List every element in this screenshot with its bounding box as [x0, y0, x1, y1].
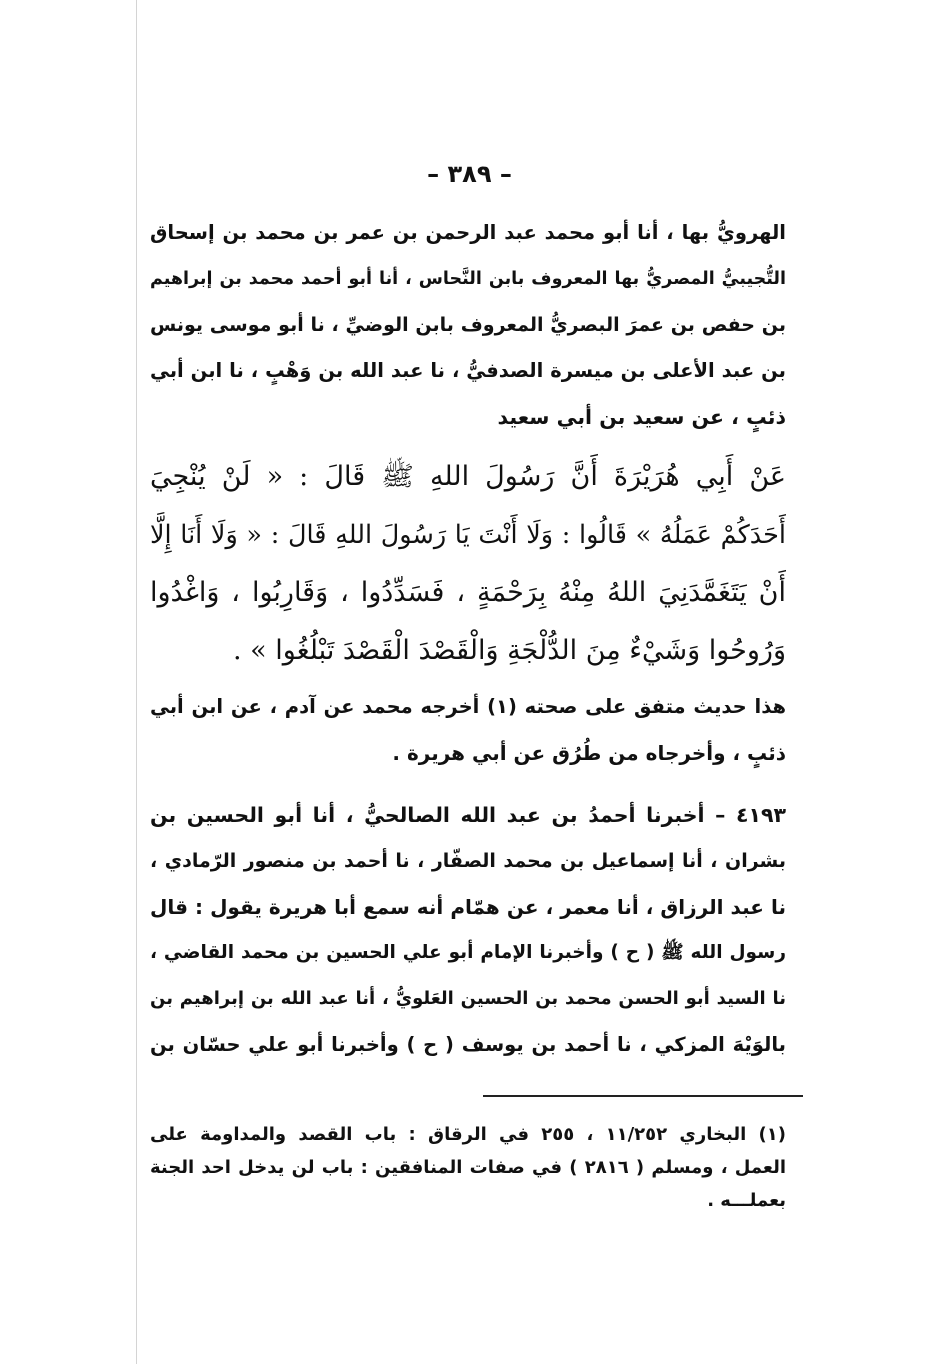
- hadith-line: أَنْ يَتَغَمَّدَنِيَ اللهُ مِنْهُ بِرَحْمَةٍ ، فَسَدِّدُوا ، وَقَارِبُوا ، وَاغْدُوا: [150, 577, 786, 608]
- footnote-line: بعملـــه .: [707, 1190, 786, 1211]
- hadith-text: [150, 448, 786, 680]
- text-line: بن عبد الأعلى بن ميسرة الصدفيُّ ، نا عبد الله بن وَهْبٍ ، نا ابن أبي: [150, 359, 786, 382]
- text-line: رسول الله ﷺ ( ح ) وأخبرنا الإمام أبو علي الحسين بن محمد القاضي ،: [150, 942, 786, 963]
- footnote-line: (١) البخاري ١١/٢٥٢ ، ٢٥٥ في الرقاق : باب القصد والمداومة على: [150, 1124, 786, 1145]
- text-line: بن حفص بن عمرَ البصريُّ المعروف بابن الوضيِّ ، نا أبو موسى يونس: [150, 314, 786, 336]
- text-line: التُّجيبيُّ المصريُّ بها المعروف بابن النَّحاس ، أنا أبو أحمد محمد بن إبراهيم: [150, 269, 786, 289]
- text-line: ٤١٩٣ – أخبرنا أحمدُ بن عبد الله الصالحيُّ ، أنا أبو الحسين بن: [150, 803, 786, 827]
- footnote: [150, 1118, 786, 1217]
- hadith-line: عَنْ أَبِي هُرَيْرَةَ أَنَّ رَسُولَ اللهِ ﷺ قَالَ : « لَنْ يُنْجِيَ: [150, 461, 786, 492]
- text-line: ذئبٍ ، عن سعيد بن أبي سعيد: [497, 405, 786, 429]
- text-line: نا عبد الرزاق ، أنا معمر ، عن همّام أنه سمع أبا هريرة يقول : قال: [150, 895, 786, 919]
- text-line: هذا حديث متفق على صحته (١) أخرجه محمد عن آدم ، عن ابن أبي: [150, 695, 786, 718]
- page-gutter-line: [136, 0, 137, 1364]
- text-line: الهرويُّ بها ، أنا أبو محمد عبد الرحمن بن عمر بن محمد بن إسحاق: [150, 221, 786, 244]
- footnote-separator: [483, 1095, 803, 1097]
- footnote-line: العمل ، ومسلم ( ٢٨١٦ ) في صفات المنافقين : باب لن يدخل احد الجنة: [150, 1157, 786, 1178]
- hadith-line: وَرُوحُوا وَشَيْءٌ مِنَ الدُّلْجَةِ وَالْقَصْدَ الْقَصْدَ تَبْلُغُوا » .: [233, 635, 786, 666]
- commentary-paragraph: [150, 684, 786, 776]
- text-line: ذئبٍ ، وأخرجاه من طُرُق عن أبي هريرة .: [392, 741, 786, 765]
- text-line: بشران ، أنا إسماعيل بن محمد الصفّار ، نا أحمد بن منصور الرّمادي ،: [150, 850, 786, 872]
- text-line: بالوَيْهَ المزكي ، نا أحمد بن يوسف ( ح ) وأخبرنا أبو علي حسّان بن: [150, 1033, 786, 1056]
- hadith-line: أَحَدَكُمْ عَمَلُهُ » قَالُوا : وَلَا أَنْتَ يَا رَسُولَ اللهِ قَالَ : « وَلَا أَنَا إِلَّا: [150, 520, 786, 550]
- page-number: – ٣٨٩ –: [427, 160, 512, 188]
- isnad-paragraph-4193: [150, 792, 786, 1068]
- text-line: نا السيد أبو الحسن محمد بن الحسين العَلويُّ ، أنا عبد الله بن إبراهيم بن: [150, 988, 786, 1009]
- isnad-paragraph-1: [150, 210, 786, 440]
